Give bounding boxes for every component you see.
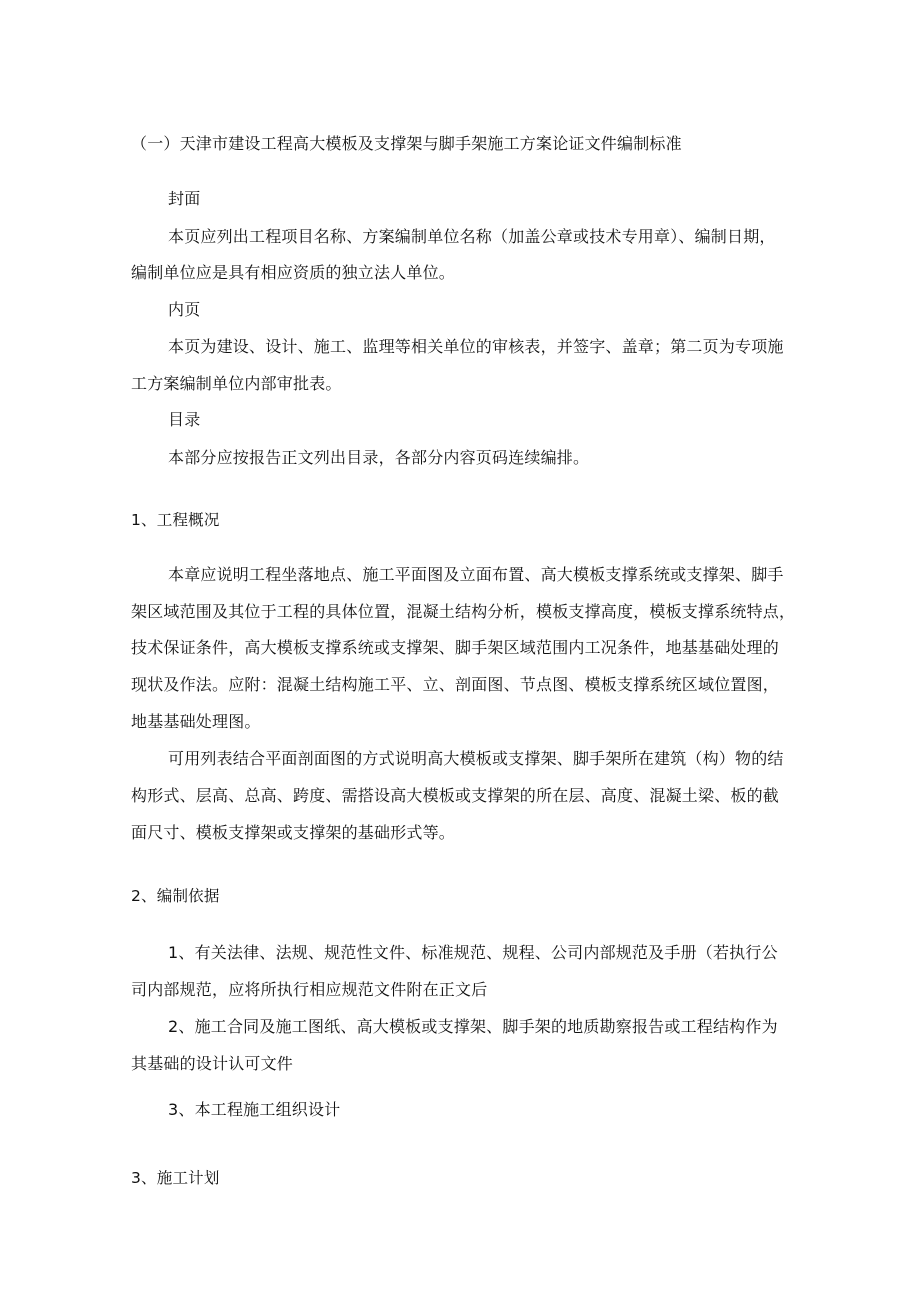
cover-heading: 封面 [168, 189, 201, 208]
document-title: （一）天津市建设工程高大模板及支撑架与脚手架施工方案论证文件编制标准 [131, 134, 682, 153]
cover-text-line: 编制单位应是具有相应资质的独立法人单位。 [131, 263, 456, 282]
section-1-heading: 1、工程概况 [131, 511, 220, 529]
section-1-text-line: 构形式、层高、总高、跨度、需搭设高大模板或支撑架的所在层、高度、混凝土梁、板的截 [131, 786, 780, 805]
cover-text-line: 本页应列出工程项目名称、方案编制单位名称（加盖公章或技术专用章）、编制日期， [168, 227, 776, 246]
section-1-text-line: 地基基础处理图。 [131, 712, 261, 731]
toc-heading: 目录 [168, 410, 201, 429]
section-2-item-line: 2、施工合同及施工图纸、高大模板或支撑架、脚手架的地质勘察报告或工程结构作为 [168, 1017, 778, 1036]
section-2-item-line: 1、有关法律、法规、规范性文件、标准规范、规程、公司内部规范及手册（若执行公 [168, 943, 778, 962]
section-1-text-line: 架区域范围及其位于工程的具体位置，混凝土结构分析，模板支撑高度，模板支撑系统特点， [131, 602, 796, 621]
section-2-item-line: 3、本工程施工组织设计 [168, 1100, 341, 1119]
section-3-heading: 3、施工计划 [131, 1169, 220, 1187]
section-1-text-line: 可用列表结合平面剖面图的方式说明高大模板或支撑架、脚手架所在建筑（构）物的结 [168, 749, 784, 768]
section-2-heading: 2、编制依据 [131, 887, 220, 905]
toc-text-line: 本部分应按报告正文列出目录，各部分内容页码连续编排。 [168, 448, 590, 467]
inner-page-text-line: 本页为建设、设计、施工、监理等相关单位的审核表，并签字、盖章；第二页为专项施 [168, 337, 784, 356]
inner-page-heading: 内页 [168, 300, 201, 319]
section-1-text-line: 现状及作法。应附：混凝土结构施工平、立、剖面图、节点图、模板支撑系统区域位置图， [131, 675, 780, 694]
section-1-text-line: 技术保证条件，高大模板支撑系统或支撑架、脚手架区域范围内工况条件，地基基础处理的 [131, 638, 780, 657]
section-2-item-line: 司内部规范，应将所执行相应规范文件附在正文后 [131, 980, 488, 999]
section-2-item-line: 其基础的设计认可文件 [131, 1054, 294, 1073]
section-1-text-line: 本章应说明工程坐落地点、施工平面图及立面布置、高大模板支撑系统或支撑架、脚手 [168, 565, 784, 584]
inner-page-text-line: 工方案编制单位内部审批表。 [131, 374, 342, 393]
section-1-text-line: 面尺寸、模板支撑架或支撑架的基础形式等。 [131, 823, 456, 842]
